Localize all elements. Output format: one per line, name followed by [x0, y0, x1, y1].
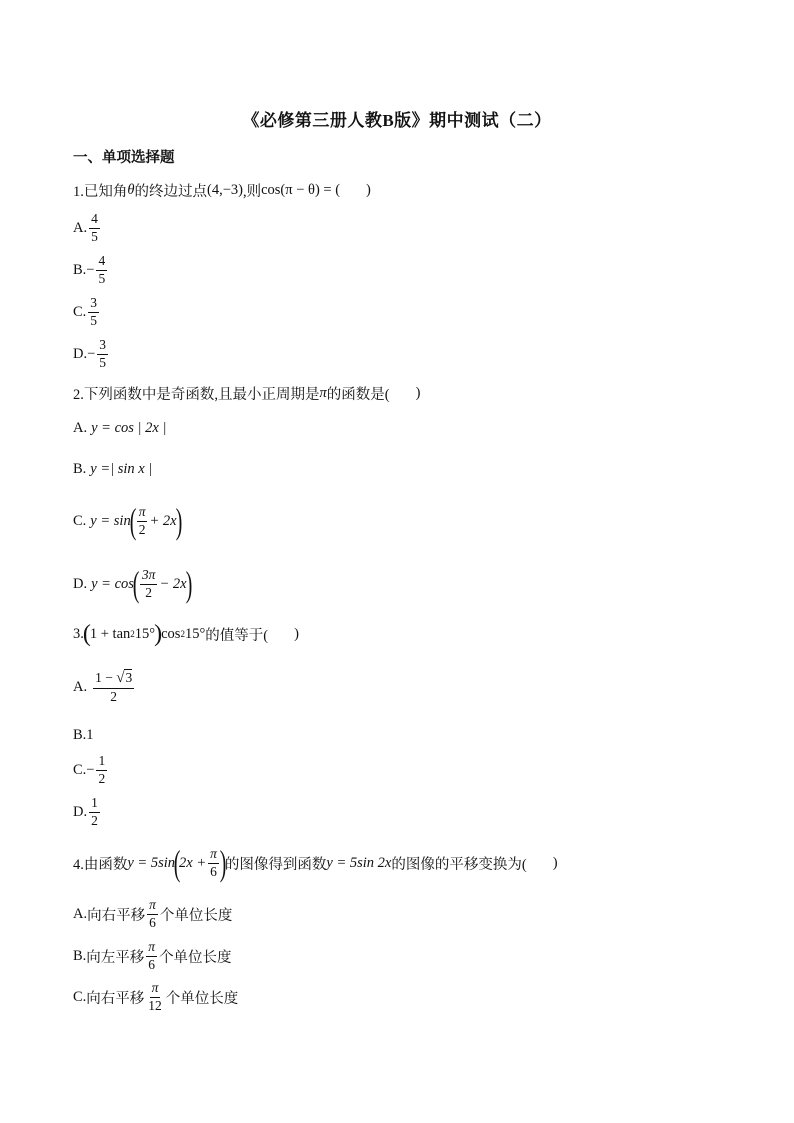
q1-option-d[interactable]: [73, 338, 110, 371]
q4-option-b[interactable]: [73, 940, 232, 973]
right-paren: ): [154, 621, 163, 647]
option-label: B.: [73, 261, 87, 278]
denominator: 5: [99, 354, 107, 370]
q4-function-2: y = 5sin 2x: [326, 854, 392, 871]
question-3: [73, 622, 299, 646]
option-label: D.: [73, 345, 88, 362]
denominator: 2: [138, 521, 146, 537]
q1-expr: cos(π − θ) = (: [261, 182, 341, 198]
numerator: π: [137, 505, 148, 522]
denominator: 12: [148, 997, 162, 1013]
option-label: A.: [73, 678, 88, 695]
q1-option-b[interactable]: [73, 254, 109, 287]
option-label: D.: [73, 803, 88, 820]
option-suffix: 个单位长度: [165, 990, 239, 1007]
option-label: C.: [73, 512, 87, 529]
option-sign: −: [87, 345, 96, 362]
function-prefix: y = cos: [91, 575, 134, 592]
q3-exponent: 2: [180, 629, 185, 639]
fraction: [93, 670, 134, 704]
option-label: C.: [73, 761, 87, 778]
right-paren: ): [185, 564, 192, 604]
q3-exponent: 2: [130, 629, 135, 639]
denominator: 6: [149, 914, 156, 930]
option-sign: −: [86, 761, 95, 778]
radicand: 3: [125, 670, 133, 685]
left-paren: (: [173, 843, 181, 883]
option-expression: y =| sin x |: [90, 461, 153, 477]
q4-function-1: y = 5sin: [127, 854, 176, 871]
q4-option-a[interactable]: [73, 898, 232, 931]
numerator: 3: [97, 338, 108, 355]
function-suffix: + 2x: [149, 512, 177, 529]
fraction: [96, 754, 107, 787]
q2-tail: 的函数是(: [326, 387, 390, 403]
q2-option-c[interactable]: [73, 503, 181, 539]
option-sign: −: [86, 261, 95, 278]
q3-close: ): [294, 625, 299, 642]
fraction: [147, 898, 158, 931]
fraction: [96, 254, 107, 287]
denominator: 5: [90, 312, 98, 328]
question-4: [73, 845, 558, 881]
numerator: 4: [96, 254, 107, 271]
q3-option-c[interactable]: [73, 754, 109, 787]
q3-option-b[interactable]: [73, 727, 94, 744]
option-label: C.: [73, 303, 87, 320]
fraction: [140, 568, 158, 601]
option-suffix: 个单位长度: [159, 907, 233, 924]
fraction: [208, 847, 219, 880]
q4-tail: 的图像的平移变换为(: [391, 856, 527, 873]
denominator: 2: [91, 812, 98, 828]
option-prefix: 向左平移: [86, 949, 145, 966]
option-expression: y = cos | 2x |: [91, 420, 167, 436]
q4-close: ): [552, 854, 558, 871]
denominator: 2: [110, 688, 118, 704]
option-suffix: 个单位长度: [159, 949, 232, 966]
q2-pi: π: [319, 385, 327, 401]
option-prefix: 向右平移: [87, 907, 146, 924]
left-paren: (: [82, 621, 91, 647]
q2-close: ): [415, 385, 421, 401]
question-2: [73, 383, 420, 404]
q1-option-a[interactable]: [73, 212, 102, 245]
q3-tail: 的值等于(: [205, 627, 269, 644]
option-label: A.: [73, 905, 88, 922]
numerator: [93, 670, 134, 689]
option-label: A.: [73, 219, 88, 236]
fraction: [89, 796, 100, 829]
denominator: 2: [98, 770, 106, 786]
numerator: π: [208, 847, 219, 864]
function-suffix: − 2x: [159, 575, 187, 592]
option-prefix: 向右平移: [86, 990, 145, 1007]
right-paren: ): [175, 501, 182, 541]
q4-option-c[interactable]: [73, 981, 238, 1014]
q4-mid: 的图像得到函数: [224, 856, 327, 873]
option-label: B.: [73, 727, 87, 743]
q1-mid: 的终边过点: [134, 184, 207, 200]
fraction: [88, 296, 99, 329]
q1-close: ): [366, 182, 371, 198]
option-label: B.: [73, 947, 87, 964]
q3-expr-part: cos: [161, 625, 181, 642]
q2-option-b[interactable]: [73, 461, 152, 478]
q3-option-d[interactable]: [73, 796, 102, 829]
q2-option-d[interactable]: [73, 566, 191, 602]
option-value: 1: [86, 727, 94, 743]
radical-sign: √: [116, 670, 125, 686]
numerator: 3π: [140, 568, 158, 585]
section-heading: 一、单项选择题: [73, 150, 175, 166]
q2-text: 2.下列函数中是奇函数,且最小正周期是: [73, 387, 320, 403]
right-paren: ): [219, 843, 227, 883]
denominator: 2: [145, 584, 153, 600]
function-prefix: y = sin: [90, 512, 131, 529]
numerator: 4: [89, 212, 100, 229]
numerator-prefix: 1 −: [95, 670, 117, 685]
q1-label: 1.已知角: [73, 184, 128, 200]
q2-option-a[interactable]: [73, 420, 166, 437]
option-label: B.: [73, 461, 87, 477]
q1-option-c[interactable]: [73, 296, 101, 329]
q1-theta: θ: [127, 182, 135, 198]
left-paren: (: [129, 501, 137, 541]
fraction: [97, 338, 108, 371]
numerator: 1: [96, 754, 107, 771]
q3-label: 3.: [73, 625, 84, 642]
left-paren: (: [132, 564, 140, 604]
denominator: 5: [91, 228, 98, 244]
denominator: 6: [148, 956, 156, 972]
q1-then: ,则: [242, 184, 262, 200]
q3-expr-part: 1 + tan: [89, 625, 131, 642]
fraction: [146, 940, 157, 973]
q3-expr-part: 15°: [134, 625, 156, 642]
q3-expr-part: 15°: [184, 625, 206, 642]
denominator: 6: [210, 863, 217, 879]
fraction: [89, 212, 100, 245]
question-1: [73, 180, 371, 201]
q4-inner: 2x +: [179, 854, 207, 871]
option-label: D.: [73, 575, 88, 592]
q4-label: 4.由函数: [73, 856, 128, 873]
option-label: A.: [73, 420, 88, 436]
numerator: 1: [89, 796, 100, 813]
fraction: [146, 981, 164, 1014]
fraction: [137, 505, 148, 538]
q3-option-a[interactable]: [73, 670, 136, 704]
numerator: π: [146, 940, 157, 957]
q1-point: (4,−3): [207, 182, 243, 198]
option-label: C.: [73, 988, 87, 1005]
numerator: π: [150, 981, 161, 998]
numerator: 3: [88, 296, 99, 313]
denominator: 5: [98, 270, 106, 286]
page-title: 《必修第三册人教B版》期中测试（二）: [242, 111, 552, 130]
numerator: π: [147, 898, 158, 915]
